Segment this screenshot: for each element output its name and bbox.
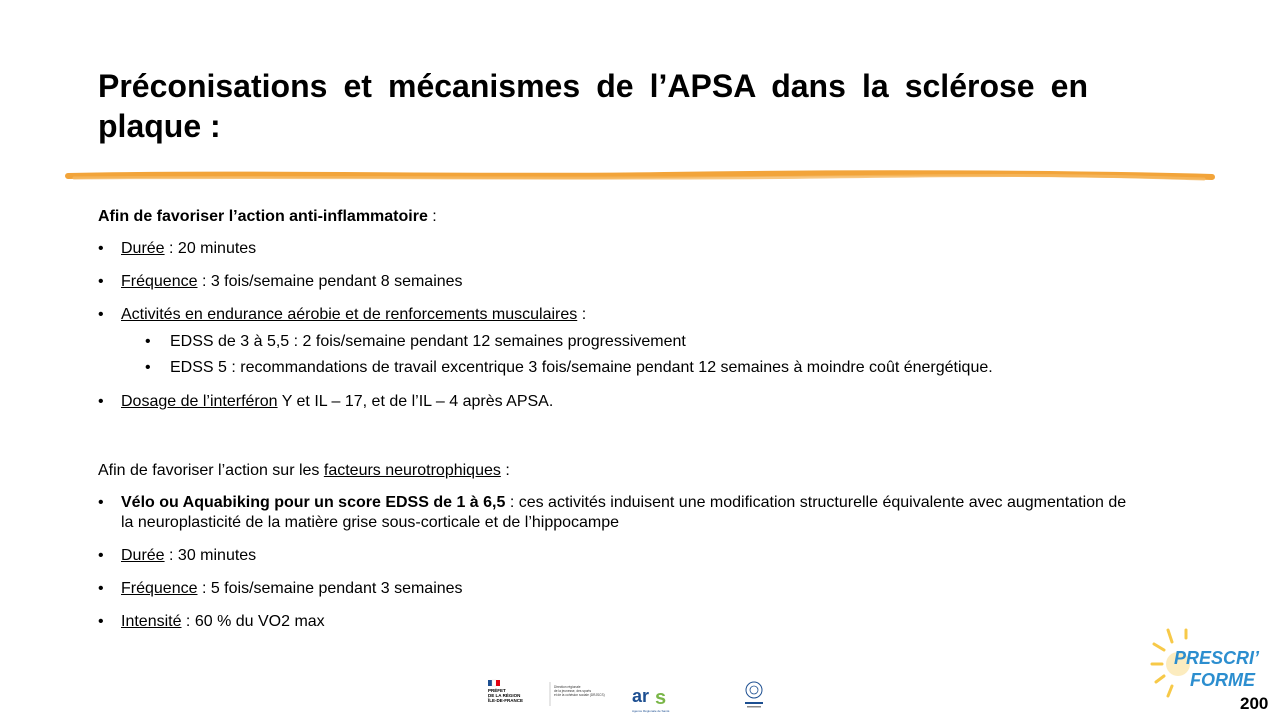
page-number: 200 [1240, 694, 1269, 713]
prefet-logo [487, 680, 523, 703]
section1-intro-bold: Afin de favoriser l’action anti-inflammatoire [98, 208, 428, 225]
list-item [98, 305, 586, 325]
prescriforme-text-1: PRESCRI’ [1174, 648, 1260, 668]
partner-logos [486, 676, 776, 718]
section2-intro-tail: : [500, 462, 510, 479]
orange-brush-divider [64, 166, 1216, 186]
svg-text:et de la cohésion sociale (DRJ: et de la cohésion sociale (DRJSCS) [554, 693, 605, 697]
list-item [98, 493, 1131, 533]
sub-list-item: • EDSS 5 : recommandations de travail excentrique 3 fois/semaine pendant 12 semaines à moindre coût énergétique. [98, 358, 993, 378]
item-text: : 5 fois/semaine pendant 3 semaines [197, 580, 463, 597]
item-text: : 20 minutes [164, 240, 257, 257]
svg-text:DE LA RÉGION: DE LA RÉGION [488, 693, 521, 698]
list-item [98, 239, 256, 259]
prescriforme-logo [1150, 628, 1260, 700]
section1-intro [98, 207, 437, 227]
section1-intro-tail: : [427, 208, 437, 225]
svg-text:de la jeunesse, des sports: de la jeunesse, des sports [554, 689, 592, 693]
section2-intro-underlined: facteurs neurotrophiques [323, 462, 501, 479]
svg-text:PRÉFET: PRÉFET [488, 688, 506, 693]
institution-seal-logo [745, 682, 763, 708]
drjscs-logo [550, 682, 605, 706]
item-label: Durée [121, 547, 165, 564]
list-item [98, 272, 463, 292]
item-label: Activités en endurance aérobie et de renforcements musculaires [121, 306, 578, 323]
item-text: : ces activités induisent une modification structurelle équivalente avec augmentation de la neuroplasticité de la matière grise sous-corticale et de l’hippocampe [121, 494, 1127, 531]
item-label: Fréquence [121, 580, 198, 597]
svg-text:Direction régionale: Direction régionale [554, 685, 581, 689]
list-item [98, 612, 325, 632]
sub-list-item: • EDSS de 3 à 5,5 : 2 fois/semaine pendant 12 semaines progressivement [98, 332, 686, 352]
item-text: : [577, 306, 587, 323]
slide-title: Préconisations et mécanismes de l’APSA dans la sclérose en plaque : [98, 68, 1088, 144]
item-text: : 3 fois/semaine pendant 8 semaines [197, 273, 463, 290]
svg-text:s: s [655, 687, 667, 709]
item-label: Fréquence [121, 273, 198, 290]
section2-intro-text: Afin de favoriser l’action sur les [98, 462, 324, 479]
prescriforme-text-2: FORME [1190, 670, 1255, 690]
section2-intro [98, 461, 510, 481]
list-item [98, 392, 553, 412]
svg-text:ÎLE-DE-FRANCE: ÎLE-DE-FRANCE [488, 698, 523, 703]
item-text: Y et IL – 17, et de l’IL – 4 après APSA. [277, 393, 554, 410]
svg-text:Agence Régionale de Santé: Agence Régionale de Santé [632, 709, 670, 713]
item-label: Intensité [121, 613, 182, 630]
item-text: : 30 minutes [164, 547, 257, 564]
ars-logo [632, 686, 670, 713]
item-label: Durée [121, 240, 165, 257]
item-text: : 60 % du VO2 max [181, 613, 325, 630]
item-label: Dosage de l’interféron [121, 393, 278, 410]
list-item [98, 579, 463, 599]
item-bold: Vélo ou Aquabiking pour un score EDSS de 1 à 6,5 [121, 494, 506, 511]
svg-text:ar: ar [632, 686, 650, 706]
list-item [98, 546, 256, 566]
